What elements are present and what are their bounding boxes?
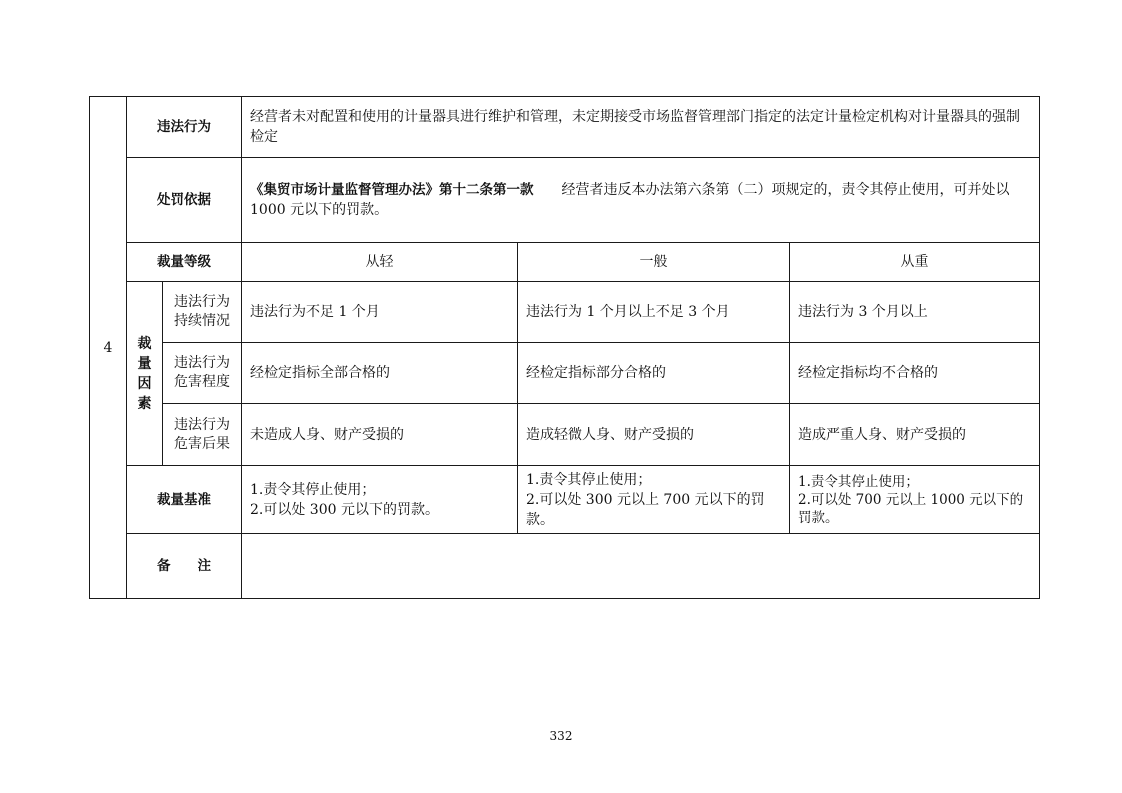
factors-label-cell — [127, 282, 162, 465]
standard-general: 1.责令其停止使用； 2.可以处 300 元以上 700 元以下的罚款。 — [526, 471, 765, 528]
factors-label: 裁量因素 — [137, 335, 152, 412]
factor-duration-light: 违法行为不足 1 个月 — [250, 304, 380, 320]
level-light-header: 从轻 — [365, 254, 394, 270]
factor-consequence-heavy: 造成严重人身、财产受损的 — [798, 426, 966, 443]
level-general-header: 一般 — [639, 254, 668, 270]
factor-duration-heavy: 违法行为 3 个月以上 — [798, 304, 928, 320]
violation-text-content: 经营者未对配置和使用的计量器具进行维护和管理，未定期接受市场监督管理部门指定的法定计量检定机构对计量器具的强制检定 — [250, 109, 1020, 145]
factor-name-consequence: 违法行为 危害后果 — [174, 416, 230, 452]
table-border-right — [1039, 96, 1040, 599]
factor-name-duration: 违法行为 持续情况 — [174, 294, 230, 329]
row-number: 4 — [103, 339, 113, 356]
factor-consequence-general: 造成轻微人身、财产受损的 — [526, 426, 694, 443]
factor-consequence-light: 未造成人身、财产受损的 — [250, 426, 404, 443]
page-number: 332 — [549, 729, 573, 743]
remarks-label: 备 注 — [157, 558, 211, 574]
factor-severity-heavy: 经检定指标均不合格的 — [798, 365, 938, 381]
factor-severity-light: 经检定指标全部合格的 — [250, 365, 390, 381]
basis-law-reference: 《集贸市场计量监督管理办法》第十二条第一款 — [250, 182, 534, 198]
remarks-content — [242, 534, 1039, 598]
violation-text — [242, 97, 1039, 157]
level-heavy-header: 从重 — [900, 254, 929, 270]
basis-label: 处罚依据 — [157, 192, 211, 208]
standard-heavy: 1.责令其停止使用； 2.可以处 700 元以上 1000 元以下的罚款。 — [798, 473, 1024, 526]
levels-label: 裁量等级 — [157, 254, 211, 270]
standard-light: 1.责令其停止使用； 2.可以处 300 元以下的罚款。 — [250, 481, 439, 518]
standard-label: 裁量基准 — [157, 491, 211, 508]
basis-provision: 经营者违反本办法第六条第（二）项规定的，责令其停止使用，可并处以 1000 元以下的罚款。 — [250, 182, 1010, 218]
violation-label: 违法行为 — [157, 119, 211, 135]
table-border-bottom — [89, 598, 1040, 599]
factor-name-severity: 违法行为 危害程度 — [174, 355, 230, 390]
basis-text — [242, 158, 1039, 242]
factor-severity-general: 经检定指标部分合格的 — [526, 365, 666, 381]
factor-duration-general: 违法行为 1 个月以上不足 3 个月 — [526, 304, 730, 320]
